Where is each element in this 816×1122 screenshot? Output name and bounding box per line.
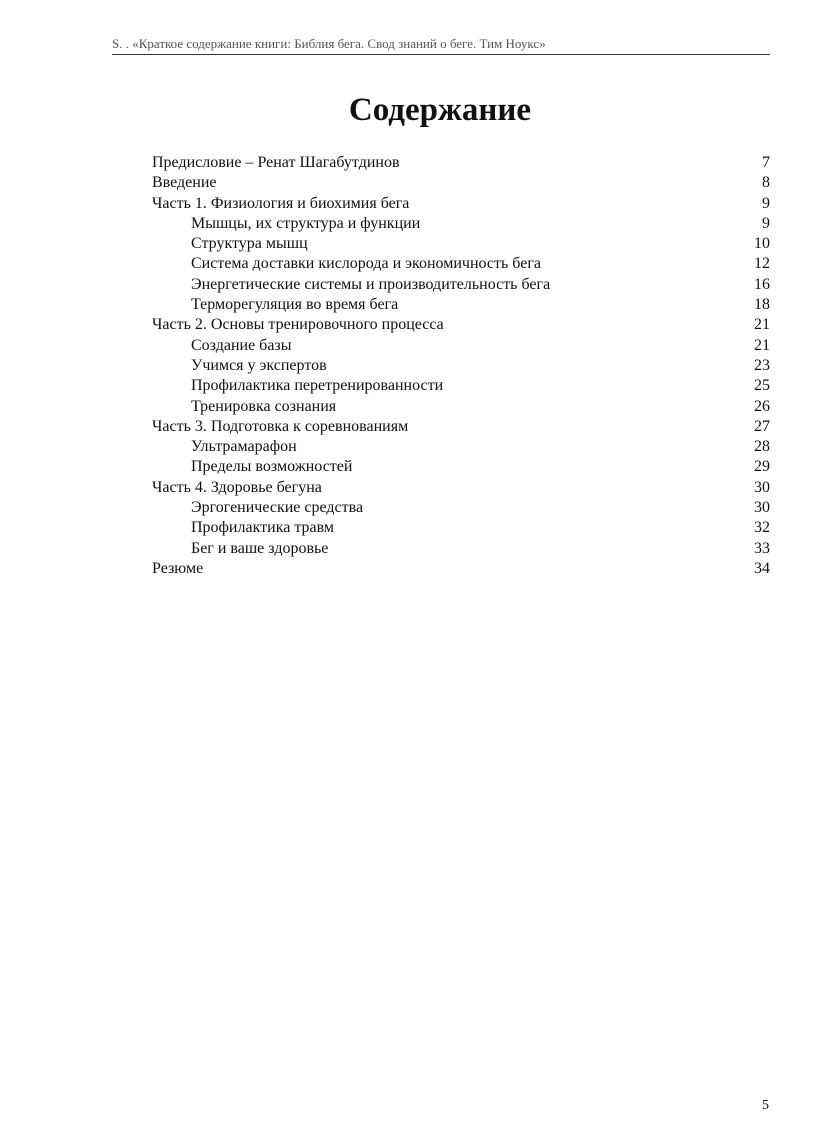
toc-entry-page: 9	[762, 194, 770, 212]
toc-entry[interactable]	[152, 417, 770, 437]
toc-entry-page: 34	[754, 559, 770, 577]
toc-entry[interactable]	[152, 214, 770, 234]
toc-entry-page: 29	[754, 458, 770, 476]
toc-entry-title: Предисловие – Ренат Шагабутдинов	[152, 154, 400, 171]
toc-entry[interactable]	[152, 539, 770, 559]
toc-entry-title: Энергетические системы и производительность бега	[191, 275, 551, 293]
toc-entry-page: 9	[762, 214, 770, 232]
toc-entry-page: 32	[754, 519, 770, 537]
toc-entry-page: 23	[754, 356, 770, 374]
toc-entry[interactable]	[152, 194, 770, 214]
toc-entry-title: Часть 1. Физиология и биохимия бега	[152, 194, 410, 212]
toc-entry[interactable]	[152, 315, 770, 335]
toc-entry[interactable]	[152, 153, 770, 173]
toc-entry-title: Эргогенические средства	[191, 499, 364, 517]
toc-entry-title: Учимся у экспертов	[191, 356, 327, 374]
toc-entry-page: 21	[754, 316, 770, 334]
toc-entry-title: Структура мышц	[191, 235, 308, 253]
toc-entry-title: Бег и ваше здоровье	[191, 539, 329, 557]
header-divider	[112, 54, 770, 55]
toc-entry-title: Тренировка сознания	[191, 397, 337, 415]
toc-entry-title: Профилактика травм	[191, 519, 335, 537]
toc-entry-page: 12	[754, 255, 770, 273]
toc-entry-page: 16	[754, 275, 770, 293]
toc-entry[interactable]	[152, 336, 770, 356]
toc-entry[interactable]	[152, 457, 770, 477]
toc-entry-page: 30	[754, 499, 770, 517]
toc-entry[interactable]	[152, 376, 770, 396]
toc-entry-title: Мышцы, их структура и функции	[191, 214, 421, 232]
toc-entry-title: Резюме	[152, 559, 204, 577]
toc-entry[interactable]	[152, 498, 770, 518]
toc-entry-title: Введение	[152, 174, 217, 192]
toc-entry-page: 26	[754, 397, 770, 415]
toc-entry[interactable]	[152, 295, 770, 315]
toc-entry-title: Создание базы	[191, 336, 292, 354]
toc-entry[interactable]	[152, 275, 770, 295]
toc-entry[interactable]	[152, 356, 770, 376]
toc-entry-title: Ультрамарафон	[191, 438, 297, 456]
table-of-contents	[152, 153, 770, 579]
toc-entry-title: Часть 2. Основы тренировочного процесса	[152, 316, 444, 334]
toc-entry-page: 21	[754, 336, 770, 354]
toc-entry[interactable]	[152, 254, 770, 274]
toc-entry-page: 27	[754, 417, 770, 435]
toc-entry[interactable]	[152, 518, 770, 538]
toc-entry[interactable]	[152, 478, 770, 498]
page-title: Содержание	[348, 92, 532, 128]
toc-entry-title: Пределы возможностей	[191, 458, 353, 476]
toc-entry[interactable]	[152, 173, 770, 193]
toc-entry-page: 33	[754, 539, 770, 557]
toc-entry-page: 7	[762, 154, 770, 171]
toc-entry[interactable]	[152, 559, 770, 579]
toc-entry-page: 8	[762, 174, 770, 192]
toc-entry-page: 18	[754, 296, 770, 314]
toc-entry-title: Часть 3. Подготовка к соревнованиям	[152, 417, 409, 435]
toc-entry-title: Система доставки кислорода и экономичность бега	[191, 255, 541, 273]
toc-entry-title: Профилактика перетренированности	[191, 377, 444, 395]
toc-entry-page: 25	[754, 377, 770, 395]
toc-entry[interactable]	[152, 234, 770, 254]
page-number: 5	[762, 1098, 769, 1113]
toc-entry-title: Часть 4. Здоровье бегуна	[152, 478, 322, 496]
running-header: S. . «Краткое содержание книги: Библия бега. Свод знаний о беге. Тим Ноукс»	[112, 36, 546, 51]
toc-entry-page: 10	[754, 235, 770, 253]
toc-entry-page: 30	[754, 478, 770, 496]
toc-entry-title: Терморегуляция во время бега	[191, 296, 399, 314]
toc-entry[interactable]	[152, 437, 770, 457]
toc-entry[interactable]	[152, 397, 770, 417]
toc-entry-page: 28	[754, 438, 770, 456]
